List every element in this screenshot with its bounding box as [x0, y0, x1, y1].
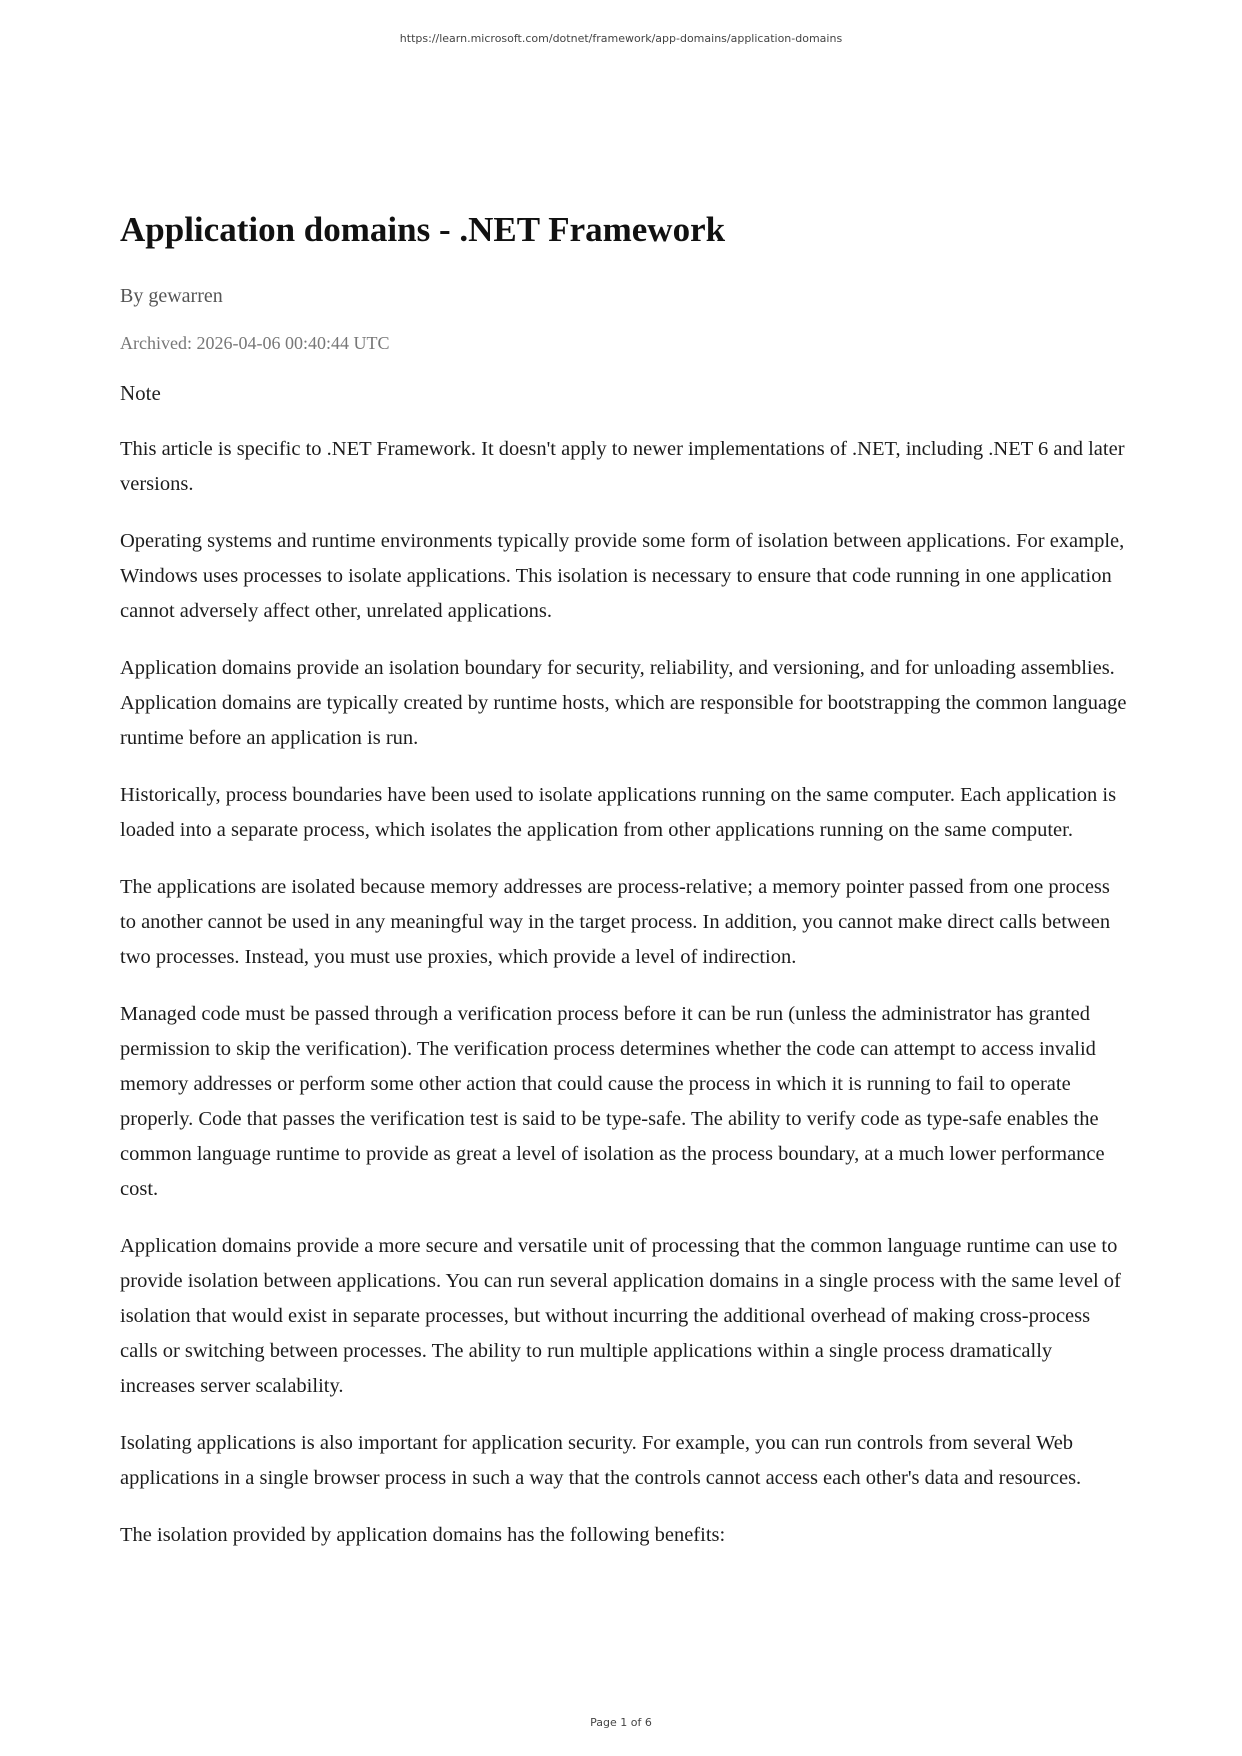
- paragraph: The isolation provided by application domains has the following benefits:: [120, 1524, 726, 1546]
- paragraph: Operating systems and runtime environments typically provide some form of isolation between applications. For example, Windows uses processes to isolate applications. This isolation is necessary to ensure that code running in one application cannot adversely affect other, unrelated applications.: [120, 530, 1125, 622]
- paragraph-note-body: This article is specific to .NET Framework. It doesn't apply to newer implementations of .NET, including .NET 6 and later versions.: [120, 438, 1125, 495]
- author-byline: By gewarren: [120, 285, 223, 307]
- paragraph: Managed code must be passed through a verification process before it can be run (unless the administrator has granted permission to skip the verification). The verification process determines whether the code can attempt to access invalid memory addresses or perform some other action that could cause the process in which it is running to fail to operate properly. Code that passes the verification test is said to be type-safe. The ability to verify code as type-safe enables the common language runtime to provide as great a level of isolation as the process boundary, at a much lower performance cost.: [120, 1003, 1105, 1200]
- paragraph: Historically, process boundaries have been used to isolate applications running on the same computer. Each application is loaded into a separate process, which isolates the application from other applications running on the same computer.: [120, 784, 1117, 841]
- page-number: Page 1 of 6: [590, 1716, 652, 1729]
- archived-timestamp: Archived: 2026-04-06 00:40:44 UTC: [120, 333, 390, 353]
- page-title: Application domains - .NET Framework: [120, 210, 726, 249]
- paragraph: Application domains provide a more secure and versatile unit of processing that the common language runtime can use to provide isolation between applications. You can run several application domains in a single process with the same level of isolation that would exist in separate processes, but without incurring the additional overhead of making cross-process calls or switching between processes. The ability to run multiple applications within a single process dramatically increases server scalability.: [120, 1235, 1121, 1397]
- paragraph: Isolating applications is also important for application security. For example, you can run controls from several Web applications in a single browser process in such a way that the controls cannot access each other's data and resources.: [120, 1432, 1082, 1489]
- paragraph: Application domains provide an isolation boundary for security, reliability, and versioning, and for unloading assemblies. Application domains are typically created by runtime hosts, which are responsible for bootstrapping the common language runtime before an application is run.: [120, 657, 1127, 749]
- paragraph: The applications are isolated because memory addresses are process-relative; a memory pointer passed from one process to another cannot be used in any meaningful way in the target process. In addition, you cannot make direct calls between two processes. Instead, you must use proxies, which provide a level of indirection.: [120, 876, 1111, 968]
- note-label: Note: [120, 381, 161, 405]
- page-url: https://learn.microsoft.com/dotnet/framework/app-domains/application-domains: [399, 32, 843, 45]
- article: [120, 208, 1130, 1575]
